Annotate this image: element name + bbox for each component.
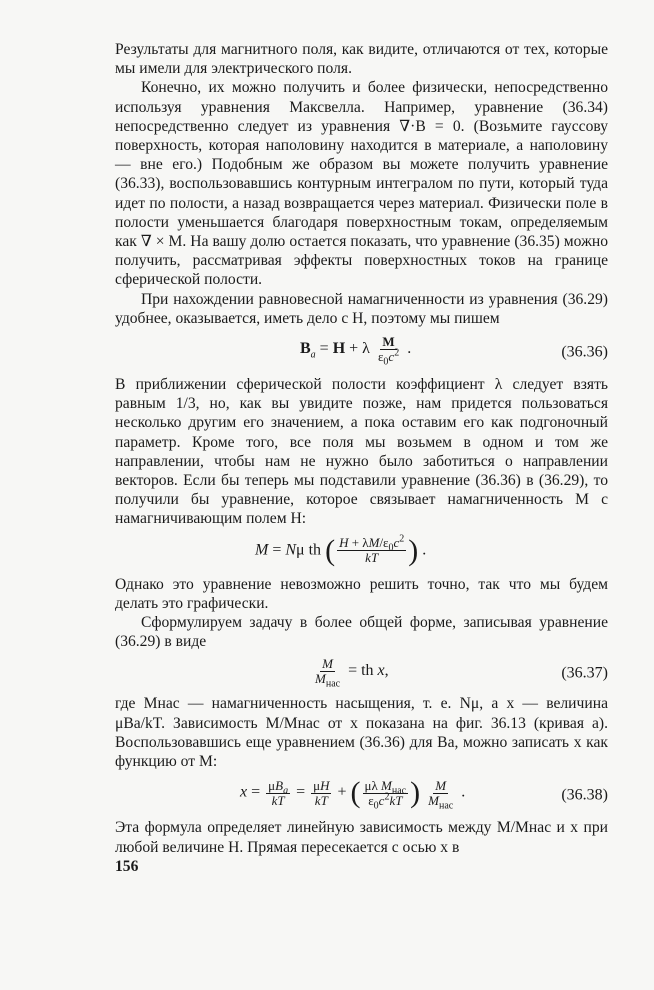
fraction: $\frac{\mu B_a}{kT}$ bbox=[268, 777, 289, 808]
fraction: $\frac{H + \lambda M/\varepsilon_0c^2}{kT}$ bbox=[339, 533, 405, 566]
equation-label: (36.37) bbox=[561, 664, 608, 682]
fraction: $\frac{M}{\varepsilon_0c^2}$ bbox=[377, 334, 400, 368]
equation-body: M = Nμ th ( $\frac{H + \lambda M/\varepsilon_0c^2}{kT}$ ) . bbox=[255, 533, 427, 567]
fraction: $\frac{\mu H}{kT}$ bbox=[313, 777, 330, 808]
fraction: $\frac{\mu\lambda M_{нас}}{\varepsilon_0c^2kT}$ bbox=[364, 777, 407, 812]
fraction: $\frac{M}{M_{нас}}$ bbox=[428, 777, 454, 812]
paragraph-7: где Mнас — намагниченность насыщения, т. е. Nμ, а x — величина μBa/kT. Зависимость M/Mнас от x показана на фиг. 36.13 (кривая a). Воспользовавшись еще уравнением (36.36) для Ba, можно записать x как функцию от M: bbox=[115, 695, 608, 771]
equation-label: (36.38) bbox=[561, 786, 608, 804]
equation-label: (36.36) bbox=[561, 342, 608, 360]
equation-body: $B_a = H + \lambda$ $\frac{M}{\varepsilon_0c^2}$ . bbox=[300, 334, 412, 368]
equation-36-36 bbox=[115, 328, 608, 375]
equation-36-38 bbox=[115, 771, 608, 818]
equation-body: $\frac{M}{M_{нас}}$ = th x, bbox=[315, 656, 389, 691]
paragraph-5: Однако это уравнение невозможно решить точно, так что мы будем делать это графически. bbox=[115, 575, 608, 612]
paragraph-8: Эта формула определяет линейную зависимость между M/Mнас и x при любой величине H. Прямая пересекается с осью x в bbox=[115, 819, 608, 856]
text-column bbox=[115, 40, 608, 857]
page-number: 156 bbox=[115, 858, 139, 875]
paragraph-4: В приближении сферической полости коэффициент λ следует взять равным 1/3, но, как вы увидите позже, нам придется пользоваться несколько другим его значением, а пока оставим его как подгоночный параметр. Кроме того, все поля мы возьмем в одном и том же направлении, чтобы нам не нужно было заботиться о направлении векторов. Если бы теперь мы подставили уравнение (36.36) в (36.29), то получили бы уравнение, которое связывает намагниченность M с намагничивающим полем H: bbox=[115, 376, 608, 528]
fraction: $\frac{M}{M_{нас}}$ bbox=[315, 656, 341, 691]
equation-magnetization bbox=[115, 529, 608, 575]
paragraph-6: Сформулируем задачу в более общей форме, записывая уравнение (36.29) в виде bbox=[115, 614, 608, 651]
paragraph-3: При нахождении равновесной намагниченности из уравнения (36.29) удобнее, оказывается, иметь дело с H, поэтому мы пишем bbox=[115, 290, 608, 327]
equation-36-37 bbox=[115, 651, 608, 694]
equation-body: x = $\frac{\mu B_a}{kT}$ = $\frac{\mu H}{kT}$ + ( $\frac{\mu\lambda M_{нас}}{\varepsilon_0c^2kT}$ ) $\frac{M}{M_{нас}}$ . bbox=[240, 776, 466, 812]
paragraph-2: Конечно, их можно получить и более физически, непосредственно используя уравнения Максвелла. Например, уравнение (36.34) непосредственно следует из уравнения ∇·B = 0. (Возьмите гауссову поверхность, которая наполовину находится в материале, а наполовину — вне его.) Подобным же образом вы можете получить уравнение (36.33), воспользовавшись контурным интегралом по пути, который туда идет по полости, а назад возвращается через материал. Физически поле в полости уменьшается благодаря поверхностным токам, определяемым как ∇ × M. На вашу долю остается показать, что уравнение (36.35) можно получить, рассматривая эффекты поверхностных токов на границе сферической полости. bbox=[115, 79, 608, 289]
paragraph-1: Результаты для магнитного поля, как видите, отличаются от тех, которые мы имели для электрического поля. bbox=[115, 41, 608, 78]
